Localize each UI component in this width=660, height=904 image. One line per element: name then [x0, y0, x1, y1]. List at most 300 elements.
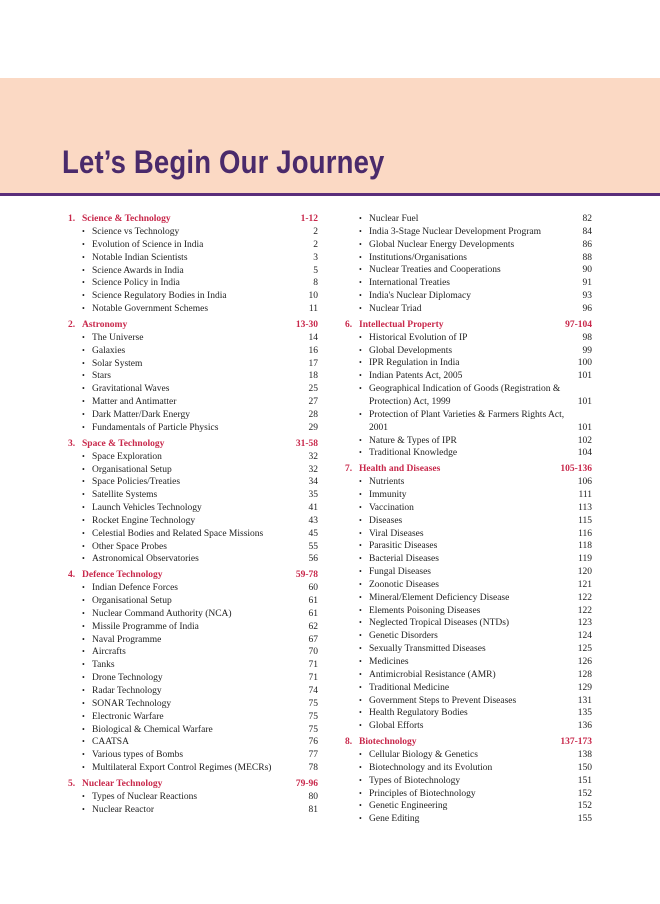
section-heading: [68, 778, 318, 791]
toc-entry: [68, 659, 318, 672]
section-heading: [68, 319, 318, 332]
bullet-icon: •: [359, 239, 362, 249]
bullet-icon: •: [82, 291, 85, 301]
toc-entry-label: Solar System: [92, 358, 143, 369]
bullet-icon: •: [82, 227, 85, 236]
toc-entry-page: 45: [308, 528, 318, 539]
toc-entry: [68, 804, 318, 817]
bullet-icon: •: [359, 605, 362, 615]
toc-entry: [68, 383, 318, 396]
toc-entry-label: Radar Technology: [92, 686, 162, 696]
section-page-range: 79-96: [295, 778, 318, 789]
toc-entry: [68, 265, 318, 278]
section-number: 1.: [68, 214, 76, 224]
toc-entry-page: 43: [308, 515, 318, 526]
toc-entry-page: 120: [577, 567, 592, 578]
section-number: 8.: [345, 737, 353, 748]
section-heading: [345, 463, 592, 476]
toc-entry-label: Gravitational Waves: [92, 384, 170, 395]
toc-entry-page: 118: [578, 541, 592, 552]
bullet-icon: •: [359, 291, 362, 301]
toc-entry: [68, 358, 318, 371]
toc-entry-label: Sexually Transmitted Diseases: [369, 644, 486, 655]
toc-entry: [345, 579, 592, 592]
bullet-icon: •: [82, 371, 85, 381]
bullet-icon: •: [359, 371, 362, 381]
toc-entry-page: 101: [577, 422, 592, 433]
toc-entry: [68, 502, 318, 515]
toc-entry: [68, 724, 318, 737]
bullet-icon: •: [359, 669, 362, 679]
toc-entry-label: Government Steps to Prevent Diseases: [369, 695, 517, 706]
bullet-icon: •: [359, 814, 362, 824]
toc-entry-label: Protection of Plant Varieties & Farmers Rights Act, 2001: [369, 409, 565, 433]
toc-entry: [345, 277, 592, 290]
bullet-icon: •: [359, 750, 362, 760]
section-number: 7.: [345, 464, 353, 475]
toc-entry-label: Satellite Systems: [92, 490, 158, 501]
section-name: Defence Technology: [82, 570, 163, 581]
toc-entry-page: 32: [308, 464, 318, 475]
toc-entry: [345, 357, 592, 370]
toc-entry-page: 10: [308, 291, 318, 302]
toc-entry-page: 61: [308, 596, 318, 607]
toc-entry-page: 90: [582, 265, 592, 276]
bullet-icon: •: [82, 608, 85, 618]
toc-entry: [345, 788, 592, 801]
bullet-icon: •: [82, 278, 85, 288]
bullet-icon: •: [359, 515, 362, 525]
toc-entry-page: 98: [582, 332, 592, 343]
toc-entry-page: 129: [577, 682, 592, 693]
bullet-icon: •: [82, 686, 85, 695]
bullet-icon: •: [359, 358, 362, 368]
bullet-icon: •: [82, 332, 85, 342]
section-title: [68, 569, 162, 582]
toc-entry: [345, 345, 592, 358]
toc-entry-page: 62: [308, 621, 318, 632]
toc-entry-label: Gene Editing: [369, 814, 420, 825]
section-title: [345, 463, 440, 476]
toc-entry-page: 56: [308, 554, 318, 565]
toc-entry-page: 152: [577, 788, 592, 799]
section-title: [68, 319, 127, 332]
bullet-icon: •: [359, 409, 362, 419]
toc-entry: [68, 464, 318, 477]
toc-entry-page: 106: [577, 477, 592, 488]
toc-entry-label: Dark Matter/Dark Energy: [92, 409, 190, 420]
toc-entry: [345, 762, 592, 775]
toc-entry-label: Medicines: [369, 657, 409, 667]
toc-entry: [68, 303, 318, 316]
toc-entry-page: 93: [582, 291, 592, 302]
section-page-range: 137-173: [560, 737, 592, 748]
toc-entry-label: Celestial Bodies and Related Space Missions: [92, 528, 264, 539]
toc-entry-page: 16: [308, 345, 318, 356]
toc-entry-label: Nutrients: [369, 477, 405, 488]
toc-entry-label: Notable Government Schemes: [92, 304, 209, 315]
toc-entry-label: Bacterial Diseases: [369, 554, 439, 565]
bullet-icon: •: [82, 621, 85, 631]
section-page-range: 97-104: [565, 319, 592, 330]
toc-entry: [345, 540, 592, 553]
toc-entry-label: Zoonotic Diseases: [369, 579, 439, 590]
bullet-icon: •: [82, 583, 85, 593]
toc-entry-page: 113: [578, 502, 592, 513]
toc-entry-label: Launch Vehicles Technology: [92, 503, 202, 514]
toc-entry-label: Genetic Disorders: [369, 631, 438, 642]
toc-entry: [345, 592, 592, 605]
toc-entry-page: 122: [577, 605, 592, 616]
toc-entry: [345, 566, 592, 579]
bullet-icon: •: [82, 451, 85, 461]
toc-entry-page: 121: [577, 579, 592, 590]
toc-entry: [68, 685, 318, 698]
bullet-icon: •: [359, 448, 362, 458]
section-name: Space & Technology: [82, 438, 165, 449]
toc-entry-label: International Treaties: [369, 278, 450, 289]
toc-entry-label: Genetic Engineering: [369, 801, 448, 812]
toc-entry-page: 111: [578, 490, 592, 501]
bullet-icon: •: [82, 647, 85, 657]
toc-entry: [68, 528, 318, 541]
bullet-icon: •: [82, 711, 85, 721]
toc-entry-label: Traditional Medicine: [369, 682, 450, 693]
toc-entry-label: Parasitic Diseases: [369, 541, 438, 552]
toc-entry-label: Astronomical Observatories: [92, 554, 199, 565]
toc-entry-label: Vaccination: [369, 502, 414, 513]
toc-entry-page: 124: [577, 631, 592, 642]
section-heading: [68, 569, 318, 582]
bullet-icon: •: [82, 541, 85, 551]
toc-entry-label: Nuclear Command Authority (NCA): [92, 608, 232, 619]
toc-entry-page: 123: [577, 618, 592, 629]
toc-entry-page: 74: [308, 686, 318, 696]
toc-entry-label: Elements Poisoning Diseases: [369, 605, 481, 616]
toc-entry-page: 71: [308, 673, 318, 684]
toc-entry-label: CAATSA: [92, 737, 129, 748]
section-page-range: 31-58: [295, 438, 318, 449]
bullet-icon: •: [359, 278, 362, 288]
toc-entry-label: Aircrafts: [92, 647, 126, 658]
toc-entry-page: 100: [577, 358, 592, 369]
toc-entry: [68, 621, 318, 634]
toc-entry-label: Science Regulatory Bodies in India: [92, 291, 227, 302]
bullet-icon: •: [82, 358, 85, 368]
toc-entry: [68, 290, 318, 303]
toc-entry-page: 14: [308, 332, 318, 343]
section-number: 6.: [345, 319, 353, 330]
toc-entry-page: 101: [577, 396, 592, 407]
toc-entry-label: Indian Patents Act, 2005: [369, 371, 463, 382]
toc-entry-page: 115: [578, 515, 592, 526]
section-number: 5.: [68, 778, 76, 789]
bullet-icon: •: [82, 660, 85, 670]
toc-entry-label: Diseases: [369, 515, 403, 526]
toc-entry-label: Nature & Types of IPR: [369, 435, 457, 446]
toc-entry: [345, 813, 592, 826]
toc-entry-page: 28: [308, 409, 318, 420]
bullet-icon: •: [82, 239, 85, 249]
toc-entry-label: Science Policy in India: [92, 278, 180, 289]
bullet-icon: •: [359, 657, 362, 666]
toc-entry-page: 104: [577, 448, 592, 459]
toc-entry-page: 77: [308, 750, 318, 761]
toc-entry: [345, 290, 592, 303]
toc-entry: [68, 370, 318, 383]
section-name: Science & Technology: [82, 214, 171, 224]
toc-entry: [345, 775, 592, 788]
toc-entry-label: Principles of Biotechnology: [369, 788, 476, 799]
toc-entry: [345, 370, 592, 383]
toc-entry: [68, 646, 318, 659]
toc-entry: [345, 447, 592, 460]
toc-entry: [345, 252, 592, 265]
bullet-icon: •: [359, 265, 362, 275]
bullet-icon: •: [359, 502, 362, 512]
toc-entry: [345, 656, 592, 669]
bullet-icon: •: [82, 464, 85, 474]
section-title: [68, 438, 164, 451]
toc-entry-label: Traditional Knowledge: [369, 448, 458, 459]
section-name: Astronomy: [82, 319, 128, 330]
bullet-icon: •: [359, 682, 362, 692]
bullet-icon: •: [82, 554, 85, 564]
toc-entry-page: 25: [308, 384, 318, 395]
bullet-icon: •: [359, 332, 362, 342]
toc-entry-label: Science Awards in India: [92, 265, 184, 276]
toc-entry-label: Tanks: [92, 660, 115, 671]
bullet-icon: •: [82, 596, 85, 606]
section-name: Nuclear Technology: [82, 778, 163, 789]
bullet-icon: •: [359, 554, 362, 564]
toc-entry-page: 18: [308, 371, 318, 382]
toc-entry: [68, 553, 318, 566]
toc-entry-page: 32: [308, 451, 318, 462]
bullet-icon: •: [82, 737, 85, 747]
toc-entry-page: 27: [308, 397, 318, 408]
bullet-icon: •: [82, 252, 85, 262]
section-page-range: 1-12: [300, 214, 318, 224]
toc-entry-page: 5: [313, 265, 318, 276]
toc-entry: [68, 345, 318, 358]
toc-entry: [68, 252, 318, 265]
toc-entry-label: Other Space Probes: [92, 541, 167, 552]
toc-entry: [345, 720, 592, 733]
bullet-icon: •: [359, 490, 362, 500]
toc-entry-label: Organisational Setup: [92, 464, 172, 475]
toc-entry: [68, 595, 318, 608]
toc-entry-label: Multilateral Export Control Regimes (MECRs): [92, 763, 272, 774]
section-number: 2.: [68, 319, 76, 330]
toc-entry: [68, 762, 318, 775]
bullet-icon: •: [82, 528, 85, 538]
toc-entry-page: 61: [308, 608, 318, 619]
toc-entry-page: 88: [582, 252, 592, 263]
toc-entry-label: Health Regulatory Bodies: [369, 708, 468, 719]
toc-entry-page: 84: [582, 226, 592, 237]
toc-entry-page: 128: [577, 669, 592, 680]
toc-entry: [68, 476, 318, 489]
toc-entry-page: 125: [577, 644, 592, 655]
bullet-icon: •: [359, 541, 362, 551]
toc-entry: [345, 682, 592, 695]
toc-entry-page: 29: [308, 422, 318, 433]
section-name: Biotechnology: [359, 737, 417, 748]
section-page-range: 105-136: [560, 464, 592, 475]
toc-entry-label: Galaxies: [92, 345, 126, 356]
toc-entry: [345, 239, 592, 252]
toc-entry: [345, 749, 592, 762]
toc-entry-page: 82: [582, 214, 592, 224]
toc-entry-page: 155: [577, 814, 592, 825]
toc-entry: [68, 736, 318, 749]
toc-entry-page: 17: [308, 358, 318, 369]
toc-entry: [345, 515, 592, 528]
bullet-icon: •: [82, 750, 85, 760]
toc-entry: [345, 489, 592, 502]
toc-entry-label: India's Nuclear Diplomacy: [369, 291, 471, 302]
bullet-icon: •: [82, 409, 85, 419]
toc-entry-page: 119: [578, 554, 592, 565]
toc-entry: [345, 528, 592, 541]
toc-entry: [68, 422, 318, 435]
bullet-icon: •: [82, 304, 85, 314]
toc-entry: [68, 541, 318, 554]
toc-entry-label: Naval Programme: [92, 634, 162, 645]
toc-entry: [345, 476, 592, 489]
section-title: [68, 778, 162, 791]
bullet-icon: •: [82, 673, 85, 683]
bullet-icon: •: [82, 763, 85, 773]
toc-entry: [68, 582, 318, 595]
toc-entry-label: Antimicrobial Resistance (AMR): [369, 669, 496, 680]
toc-entry-page: 2: [313, 227, 318, 237]
toc-entry-label: Neglected Tropical Diseases (NTDs): [369, 618, 510, 629]
toc-entry-page: 102: [577, 435, 592, 446]
toc-entry-label: Institutions/Organisations: [369, 252, 467, 263]
section-title: [68, 213, 171, 226]
toc-entry: [345, 630, 592, 643]
bullet-icon: •: [359, 214, 362, 223]
toc-entry-label: Fundamentals of Particle Physics: [92, 422, 219, 433]
bullet-icon: •: [359, 801, 362, 811]
toc-entry: [68, 226, 318, 239]
bullet-icon: •: [82, 265, 85, 275]
toc-entry-page: 152: [577, 801, 592, 812]
toc-entry: [68, 277, 318, 290]
toc-entry: [68, 515, 318, 528]
bullet-icon: •: [359, 252, 362, 262]
toc-entry-label: Immunity: [369, 490, 407, 501]
bullet-icon: •: [82, 804, 85, 814]
bullet-icon: •: [359, 618, 362, 628]
section-number: 3.: [68, 438, 76, 449]
toc-entry-label: Cellular Biology & Genetics: [369, 750, 478, 761]
toc-entry-page: 60: [308, 583, 318, 594]
bullet-icon: •: [359, 762, 362, 772]
toc-entry-page: 138: [577, 750, 592, 761]
toc-entry-page: 136: [577, 721, 592, 732]
toc-entry-label: Science vs Technology: [92, 227, 180, 237]
toc-entry-label: Mineral/Element Deficiency Disease: [369, 592, 510, 603]
toc-entry: [68, 698, 318, 711]
toc-entry: [345, 502, 592, 515]
toc-entry: [345, 409, 592, 435]
bullet-icon: •: [359, 435, 362, 445]
toc-entry-page: 35: [308, 490, 318, 501]
bullet-icon: •: [82, 477, 85, 487]
page-title: Let’s Begin Our Journey: [62, 144, 385, 180]
toc-entry: [68, 608, 318, 621]
toc-entry: [345, 553, 592, 566]
toc-entry-label: The Universe: [92, 332, 144, 343]
toc-entry: [345, 303, 592, 316]
bullet-icon: •: [359, 303, 362, 313]
bullet-icon: •: [359, 579, 362, 589]
toc-entry-label: Stars: [92, 371, 111, 382]
toc-entry-label: Fungal Diseases: [369, 567, 432, 578]
toc-entry-label: Various types of Bombs: [92, 750, 184, 761]
toc-entry-page: 135: [577, 708, 592, 719]
toc-entry-page: 78: [308, 763, 318, 774]
bullet-icon: •: [82, 698, 85, 708]
bullet-icon: •: [359, 477, 362, 487]
section-heading: [68, 438, 318, 451]
toc-entry-label: Nuclear Triad: [369, 303, 422, 314]
toc-entry-page: 41: [308, 503, 318, 514]
toc-entry-page: 126: [577, 657, 592, 667]
toc-entry-label: Types of Nuclear Reactions: [92, 791, 198, 802]
bullet-icon: •: [359, 695, 362, 705]
bullet-icon: •: [359, 644, 362, 654]
toc-entry-label: Nuclear Reactor: [92, 804, 154, 815]
toc-entry-page: 150: [577, 762, 592, 773]
toc-entry-page: 67: [308, 634, 318, 645]
toc-entry-page: 76: [308, 737, 318, 748]
bullet-icon: •: [82, 503, 85, 513]
bullet-icon: •: [82, 515, 85, 525]
toc-entry: [68, 711, 318, 724]
toc-entry-label: Space Policies/Treaties: [92, 477, 181, 488]
toc-entry-page: 99: [582, 345, 592, 356]
toc-entry-label: Organisational Setup: [92, 596, 172, 607]
toc-entry-label: Global Efforts: [369, 721, 424, 732]
toc-entry: [68, 396, 318, 409]
toc-entry: [345, 332, 592, 345]
toc-entry-label: Types of Biotechnology: [369, 775, 461, 786]
toc-entry: [345, 643, 592, 656]
bullet-icon: •: [82, 422, 85, 432]
toc-entry-label: Global Developments: [369, 345, 453, 356]
toc-entry-page: 91: [582, 278, 592, 289]
bullet-icon: •: [359, 708, 362, 718]
toc-entry-label: IPR Regulation in India: [369, 358, 460, 369]
toc-entry: [68, 239, 318, 252]
toc-entry-page: 75: [308, 711, 318, 722]
toc-entry-page: 75: [308, 724, 318, 735]
toc-entry-label: Nuclear Fuel: [369, 214, 419, 224]
toc-entry: [345, 800, 592, 813]
toc-entry-label: Geographical Indication of Goods (Registration & Protection) Act, 1999: [369, 384, 561, 407]
section-name: Intellectual Property: [359, 319, 444, 330]
section-number: 4.: [68, 570, 76, 581]
toc-entry-page: 96: [582, 303, 592, 314]
toc-entry-page: 70: [308, 647, 318, 658]
toc-entry-label: SONAR Technology: [92, 698, 172, 709]
toc-entry-page: 131: [577, 695, 592, 706]
bullet-icon: •: [359, 226, 362, 236]
